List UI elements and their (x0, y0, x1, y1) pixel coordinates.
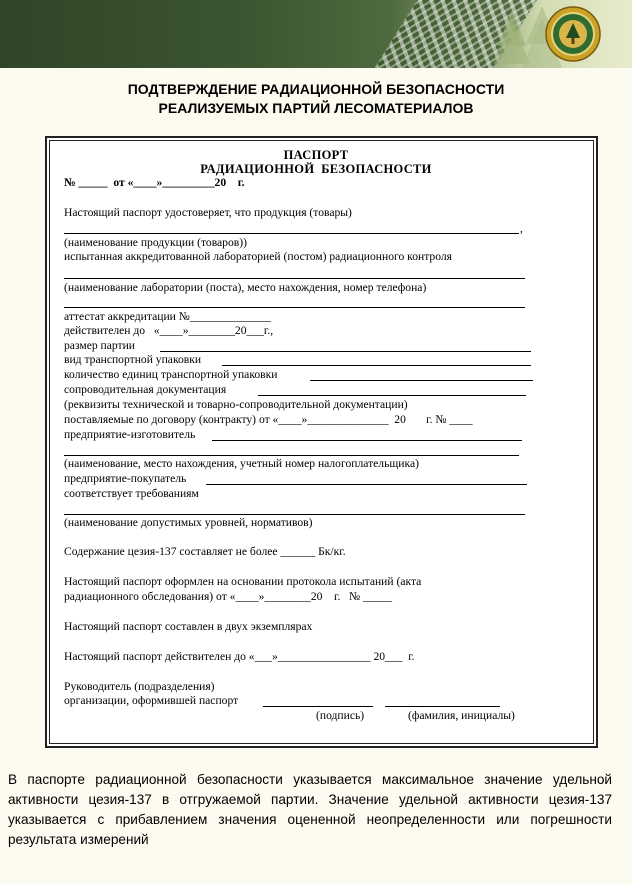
packaging-count-line: количество единиц транспортной упаковки (64, 368, 278, 381)
comma: , (520, 222, 523, 235)
protocol-line-2: радиационного обследования) от «____»________20 г. № _____ (64, 590, 392, 603)
blank-line (64, 307, 525, 308)
buyer-line: предприятие-покупатель (64, 472, 187, 485)
valid-until-line: действителен до «____»________20___г., (64, 324, 274, 337)
cesium-content-line: Содержание цезия-137 составляет не более ______ Бк/кг. (64, 545, 346, 558)
passport-line-lab: испытанная аккредитованной лабораторией (постом) радиационного контроля (64, 250, 452, 263)
name-caption: (фамилия, инициалы) (408, 709, 515, 722)
signature-caption: (подпись) (316, 709, 365, 722)
blank-line (212, 440, 522, 441)
signature-line (263, 706, 373, 707)
passport-valid-until: Настоящий паспорт действителен до «___»________________ 20___ г. (64, 650, 415, 663)
blank-line (310, 380, 533, 381)
name-line (385, 706, 500, 707)
blank-line (64, 514, 525, 515)
blank-line (64, 455, 519, 456)
explanatory-note: В паспорте радиационной безопасности указывается максимальное значение удельной активности цезия-137 в отгружаемой партии. Значение удельной активности цезия-137 указывается с прибавлением значения оцененной неопределенности или погрешности результата измерений (8, 772, 612, 847)
accreditation-line: аттестат аккредитации №______________ (64, 310, 271, 323)
blank-line (258, 395, 526, 396)
manufacturer-caption: (наименование, место нахождения, учетный номер налогоплательщика) (64, 457, 419, 470)
requirements-caption: (наименование допустимых уровней, нормативов) (64, 516, 313, 529)
contract-line: поставляемые по договору (контракту) от «____»______________ 20 г. № ____ (64, 413, 473, 426)
copies-line: Настоящий паспорт составлен в двух экземплярах (64, 620, 313, 633)
passport-heading: ПАСПОРТ (283, 148, 349, 162)
lab-caption: (наименование лаборатории (поста), место нахождения, номер телефона) (64, 281, 427, 294)
blank-line (64, 278, 525, 279)
title-line-1: ПОДТВЕРЖДЕНИЕ РАДИАЦИОННОЙ БЕЗОПАСНОСТИ (127, 81, 505, 97)
products-caption: (наименование продукции (товаров)) (64, 236, 247, 249)
blank-line (206, 484, 527, 485)
requirements-line: соответствует требованиям (64, 487, 199, 500)
organization-line: организации, оформившей паспорт (64, 694, 239, 707)
passport-subheading: РАДИАЦИОННОЙ БЕЗОПАСНОСТИ (200, 162, 432, 176)
packaging-type-line: вид транспортной упаковки (64, 353, 202, 366)
head-title-line: Руководитель (подразделения) (64, 680, 215, 693)
passport-number-line: № _____ от «____»_________20 г. (64, 176, 245, 189)
documentation-caption: (реквизиты технической и товарно-сопроводительной документации) (64, 398, 408, 411)
documentation-line: сопроводительная документация (64, 383, 227, 396)
passport-line-products: Настоящий паспорт удостоверяет, что продукция (товары) (64, 206, 352, 219)
title-line-2: РЕАЛИЗУЕМЫХ ПАРТИЙ ЛЕСОМАТЕРИАЛОВ (158, 100, 474, 116)
blank-line (160, 351, 531, 352)
batch-size-line: размер партии (64, 339, 136, 352)
blank-line (222, 365, 531, 366)
manufacturer-line: предприятие-изготовитель (64, 428, 196, 441)
blank-line (64, 233, 519, 234)
protocol-line-1: Настоящий паспорт оформлен на основании протокола испытаний (акта (64, 575, 422, 588)
